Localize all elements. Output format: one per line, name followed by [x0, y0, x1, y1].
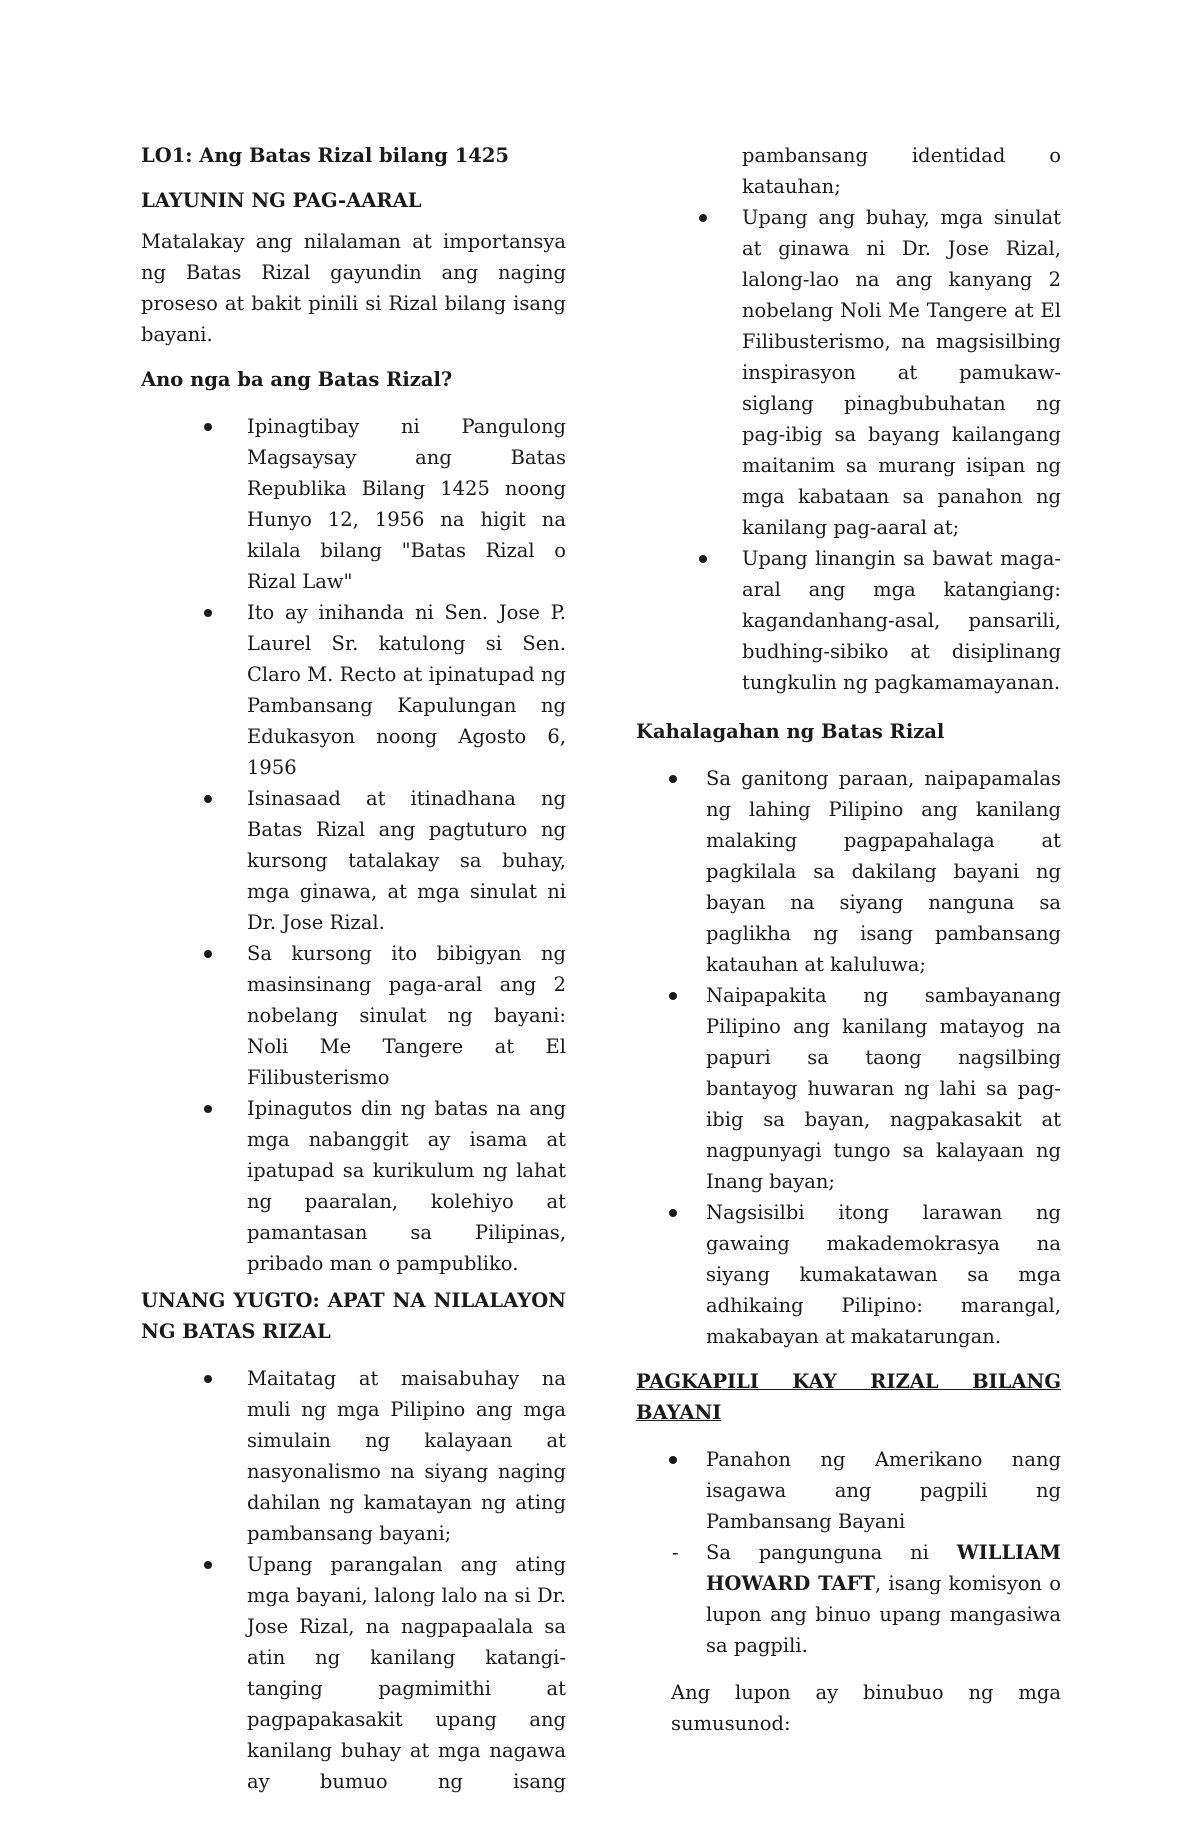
bullet-icon	[204, 1105, 212, 1113]
continued-text-first: pambansang identidad o	[742, 144, 1061, 167]
list-item-text: Panahon ng Amerikano nang isagawa ang pagpili ng Pambansang Bayani	[706, 1448, 1061, 1533]
closing-text: sumusunod:	[671, 1712, 791, 1735]
list-item-text: Naipapakita ng sambayanang Pilipino ang kanilang matayog na papuri sa taong nagsilbing bantayog huwaran ng lahi sa pag-ibig sa bayan, nagpakasakit at nagpunyagi tungo sa kalayaan ng Inang bayan;	[706, 984, 1061, 1193]
bullet-icon	[204, 950, 212, 958]
bullet-icon	[204, 1375, 212, 1383]
left-column	[141, 140, 566, 1797]
selection-list	[636, 1444, 1061, 1537]
list-item	[636, 543, 1061, 698]
dash-text-suffix: , isang komisyon o lupon ang binuo upang mangasiwa sa pagpili.	[706, 1572, 1061, 1657]
list-item	[141, 1093, 566, 1279]
list-item-text: Upang linangin sa bawat maga-aral ang mga katangiang: kagandanhang-asal, pansarili, budhing-sibiko at disiplinang tungkulin ng pagkamamayanan.	[742, 547, 1061, 694]
importance-heading: Kahalagahan ng Batas Rizal	[636, 720, 945, 743]
list-item-text: Maitatag at maisabuhay na muli ng mga Pilipino ang mga simulain ng kalayaan at nasyonalismo na siyang naging dahilan ng kamatayan ng ating pambansang bayani;	[247, 1367, 566, 1545]
list-item	[636, 980, 1061, 1197]
list-item-text: Ito ay inihanda ni Sen. Jose P. Laurel Sr. katulong si Sen. Claro M. Recto at ipinatupad ng Pambansang Kapulungan ng Edukasyon noong Agosto 6, 1956	[247, 601, 566, 779]
list-item-text: Upang parangalan ang ating mga bayani, lalong lalo na si Dr. Jose Rizal, na nagpapaalala sa atin ng kanilang katangi-tanging pagmimithi at pagpapakasakit upang ang kanilang buhay at mga nagawa ay bumuo ng isang	[247, 1553, 566, 1793]
list-item	[636, 763, 1061, 980]
list-item	[141, 411, 566, 597]
bullet-icon	[204, 423, 212, 431]
list-item	[636, 1444, 1061, 1537]
list-item	[141, 1549, 566, 1797]
bullet-icon	[699, 555, 707, 563]
bullet-icon	[204, 609, 212, 617]
question-heading: Ano nga ba ang Batas Rizal?	[141, 368, 453, 391]
list-item	[141, 1363, 566, 1549]
bullet-icon	[204, 795, 212, 803]
importance-list	[636, 763, 1061, 1352]
goals-list	[141, 1363, 566, 1797]
bullet-icon	[669, 1209, 677, 1217]
bullet-icon	[699, 214, 707, 222]
closing-text-first: Ang lupon ay binubuo ng mga	[671, 1681, 1061, 1704]
objective-heading: LAYUNIN NG PAG-AARAL	[141, 189, 422, 212]
list-item-text: Upang ang buhay, mga sinulat at ginawa ni Dr. Jose Rizal, lalong-lao na ang kanyang 2 nobelang Noli Me Tangere at El Filibusterismo, na magsisilbing inspirasyon at pamukaw-siglang pinagbubuhatan ng pag-ibig sa bayang kailangang maitanim sa murang isipan ng mga kabataan sa panahon ng kanilang pag-aaral at;	[742, 206, 1061, 539]
goals-list-continued	[741, 202, 1061, 698]
list-item-text: Ipinagtibay ni Pangulong Magsaysay ang Batas Republika Bilang 1425 noong Hunyo 12, 1956 na higit na kilala bilang "Batas Rizal o Rizal Law"	[247, 415, 566, 593]
dash-marker: -	[672, 1541, 679, 1564]
lo-title: LO1: Ang Batas Rizal bilang 1425	[141, 144, 509, 167]
list-item-text: Nagsisilbi itong larawan ng gawaing makademokrasya na siyang kumakatawan sa mga adhikaing Pilipino: marangal, makabayan at makatarungan.	[706, 1201, 1061, 1348]
bullet-icon	[669, 992, 677, 1000]
list-item	[141, 938, 566, 1093]
continued-text: katauhan;	[742, 175, 841, 198]
goals-heading: UNANG YUGTO: APAT NA NILALAYON NG BATAS RIZAL	[141, 1289, 566, 1343]
list-item	[141, 597, 566, 783]
dash-text-prefix: Sa pangunguna ni	[706, 1541, 957, 1564]
what-list	[141, 411, 566, 1279]
bullet-icon	[204, 1561, 212, 1569]
dash-text-bold: WILLIAM HOWARD TAFT	[706, 1541, 1061, 1595]
list-item-text: Isinasaad at itinadhana ng Batas Rizal ang pagtuturo ng kursong tatalakay sa buhay, mga ginawa, at mga sinulat ni Dr. Jose Rizal.	[247, 787, 566, 934]
list-item-text: Sa kursong ito bibigyan ng masinsinang paga-aral ang 2 nobelang sinulat ng bayani: Noli Me Tangere at El Filibusterismo	[247, 942, 566, 1089]
selection-heading: PAGKAPILI KAY RIZAL BILANG BAYANI	[636, 1370, 1061, 1424]
list-item-text: Sa ganitong paraan, naipapamalas ng lahing Pilipino ang kanilang malaking pagpapahalaga at pagkilala sa dakilang bayani ng bayan na siyang nanguna sa paglikha ng isang pambansang katauhan at kaluluwa;	[706, 767, 1061, 976]
right-column	[636, 140, 1061, 1739]
list-item	[636, 1197, 1061, 1352]
bullet-icon	[669, 1456, 677, 1464]
objective-text: Matalakay ang nilalaman at importansya ng Batas Rizal gayundin ang naging proseso at bakit pinili si Rizal bilang isang bayani.	[141, 230, 566, 346]
list-item-text: Ipinagutos din ng batas na ang mga nabanggit ay isama at ipatupad sa kurikulum ng lahat ng paaralan, kolehiyo at pamantasan sa Pilipinas, pribado man o pampubliko.	[247, 1097, 566, 1275]
dash-list-item	[636, 1537, 1061, 1661]
list-item	[141, 783, 566, 938]
list-item	[636, 202, 1061, 543]
bullet-icon	[669, 775, 677, 783]
